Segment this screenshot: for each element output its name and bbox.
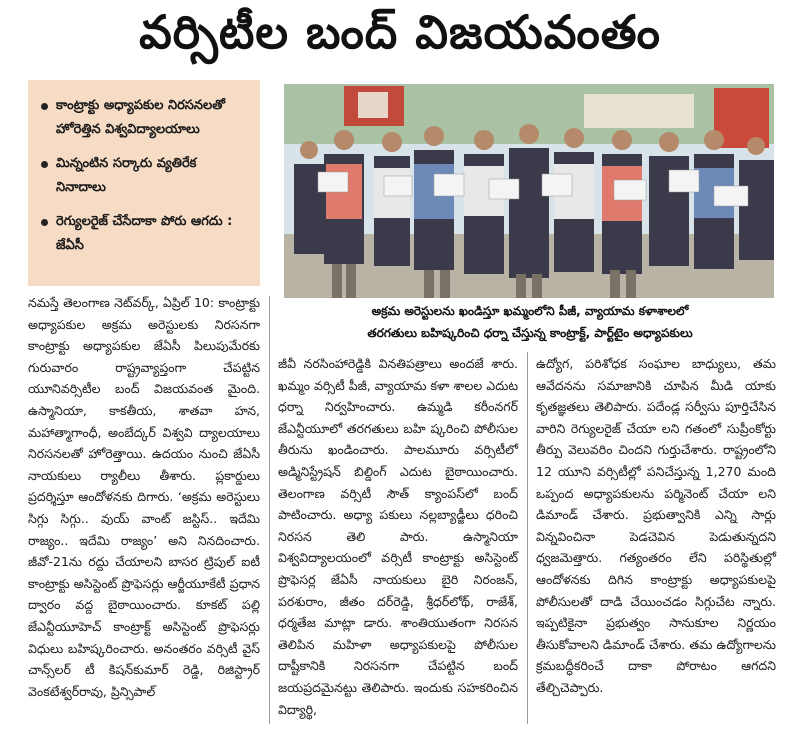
caption-line-1: అక్రమ అరెస్టులను ఖండిస్తూ ఖమ్మంలోని పీజీ, వ్యాయామ కళాశాలలో xyxy=(371,304,689,318)
article-text: జీవీ నరసింహారెడ్డికి వినతిపత్రాలు అందజే శారు. ఖమ్మం వర్సిటీ పీజీ, వ్యాయామ కళా శాలల ఎదుట ధర్నా నిర్వహించారు. ఉమ్మడి కరీంనగర్ జేఎన్టీయూలో తరగతులు బహి ష్కరించి పోలీసుల తీరును ఖండించారు. పాలమూరు వర్సిటీలో అడ్మినిస్ట్రేషన్ బిల్డింగ్ ఎదుట బైఠాయించారు. తెలంగాణ వర్సిటీ సౌత్ క్యాంపస్‌లో బంద్ పాటించారు. అధ్యా పకులు నల్లబ్యాడ్జీలు ధరించి నిరసన తెలి పారు. ఉస్మానియా విశ్వవిద్యాలయంలో వర్సిటీ కాంట్రాక్టు అసిస్టెంట్ ప్రొఫెసర్ల జేఏసీ నాయకులు బైరి నిరంజన్, పరశురాం, జీతం దర్‌రెడ్డి, శ్రీధర్‌లోథ్, రాజేశ్, ధర్మతేజ మాట్లా డారు. శాంతియుతంగా నిరసన తెలిపిన మహిళా అధ్యాపకులపై పోలీసుల దాష్టీకానికి నిరసనగా చేపట్టిన బంద్ జయప్రదమైనట్టు తెలిపారు. ఇందుకు సహకరించిన విద్యార్థి, xyxy=(278,356,518,717)
protest-photo xyxy=(284,84,774,298)
highlight-item: మిన్నంటిన సర్కారు వ్యతిరేక నినాదాలు xyxy=(38,152,250,200)
highlight-item: రెగ్యులరైజ్ చేసేదాకా పోరు ఆగదు : జేఏసీ xyxy=(38,210,250,258)
article-text: నమస్తే తెలంగాణ నెట్‌వర్క్, ఏప్రిల్ 10: కాంట్రాక్టు అధ్యాపకుల అక్రమ అరెస్టులకు నిరసనగా కాంట్రాక్టు అధ్యాపకుల జేఏసీ పిలుపుమేరకు గురువారం రాష్ట్రవ్యాప్తంగా చేపట్టిన యూనివర్సిటీల బంద్ విజయవంత మైంది. ఉస్మానియా, కాకతీయ, శాతవా హన, మహాత్మాగాంధీ, అంబేద్కర్ విశ్వవి ద్యాలయాలు నిరసనలతో హోరెత్తాయి. ఉదయం నుంచి జేఏసీ నాయకులు ర్యాలీలు తీశారు. ప్లకార్డులు ప్రదర్శిస్తూ ఆందోళనకు దిగారు. ‘అక్రమ అరెస్టులు సిగ్గు సిగ్గు.. వుయ్ వాంట్ జస్టిస్.. ఇదేమి రాజ్యం.. ఇదేమి రాజ్యం’ అని నినదించారు. జీవో-21ను రద్దు చేయాలని బాసర ట్రిపుల్ ఐటీ కాంట్రాక్టు అసిస్టెంట్ ప్రొఫెసర్లు ఆర్జీయూకేటీ ప్రధాన ద్వారం వద్ద బైఠాయించారు. కూకట్ పల్లి జేఎన్టీయూహెచ్ కాంట్రాక్ట్ అసిస్టెంట్ ప్రొఫెసర్లు విధులు బహిష్కరించారు. అనంతరం వర్సిటీ వైస్ చాన్స్‌లర్ టీ కిషన్‌కుమార్ రెడ్డి, రిజిస్ట్రార్ వెంకటేశ్వర్‌రావు, ప్రిన్సిపాల్ xyxy=(28,295,260,699)
highlights-box xyxy=(28,80,260,286)
photo-caption xyxy=(270,300,790,346)
article-column-2 xyxy=(278,353,518,720)
caption-line-2: తరగతులు బహిష్కరించి ధర్నా చేస్తున్న కాంట్రాక్ట్, పార్ట్‌టైం అధ్యాపకులు xyxy=(367,326,693,340)
article-column-3 xyxy=(536,353,776,699)
article-text: ఉద్యోగ, పరిశోధక సంఘాల బాధ్యులు, తమ ఆవేదనను సమాజానికి చూపిన మీడి యాకు కృతజ్ఞతలు తెలిపారు. పదేండ్ల సర్వీసు పూర్తిచేసిన వారిని రెగ్యులరైజ్ చేయా లని గతంలో సుప్రీంకోర్టు తీర్పు వెలువరిం చిందని గుర్తుచేశారు. రాష్ట్రంలోని 12 యూని వర్సిటీల్లో పనిచేస్తున్న 1,270 మంది ఒప్పంద అధ్యాపకులను పర్మినెంట్ చేయా లని డిమాండ్ చేశారు. ప్రభుత్వానికి ఎన్ని సార్లు విన్నవించినా పెడచెవిన పెడుతున్నదని ధ్వజమెత్తారు. గత్యంతరం లేని పరిస్థితుల్లో ఆందోళనకు దిగిన కాంట్రాక్టు అధ్యాపకులపై పోలీసులతో దాడి చేయించడం సిగ్గుచేట న్నారు. ఇప్పటికైనా ప్రభుత్వం సానుకూల నిర్ణయం తీసుకోవాలని డిమాండ్ చేశారు. తమ ఉద్యోగాలను క్రమబద్ధీకరించే దాకా పోరాటం ఆగదని తేల్చిచెప్పారు. xyxy=(536,356,776,695)
headline: వర్సిటీల బంద్ విజయవంతం xyxy=(139,5,661,59)
protest-photo-illustration xyxy=(284,84,774,298)
column-divider xyxy=(269,296,270,724)
article-column-1 xyxy=(28,292,260,702)
column-divider xyxy=(527,352,528,724)
highlight-item: కాంట్రాక్టు అధ్యాపకుల నిరసనలతో హోరెత్తిన విశ్వవిద్యాలయాలు xyxy=(38,94,250,142)
